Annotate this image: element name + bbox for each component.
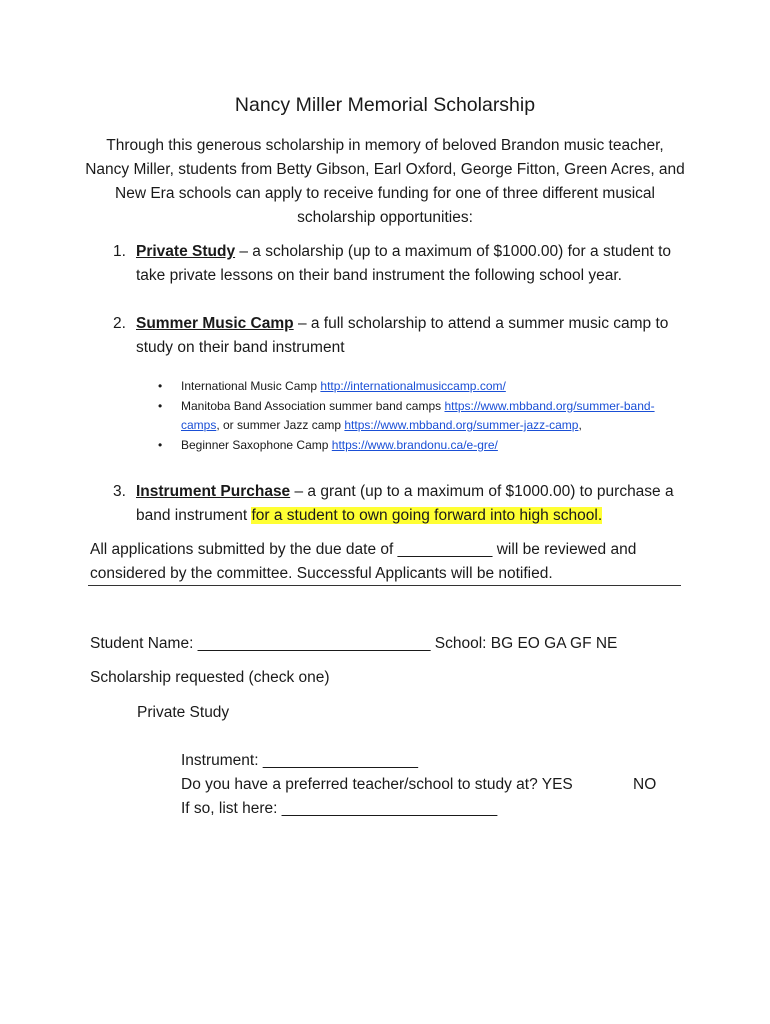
due-date-note: All applications submitted by the due date of ___________ will be reviewed and considered by the committee. Successful Applicants will be notified. — [90, 541, 637, 582]
bullet-icon: • — [158, 379, 163, 393]
student-name-school-line[interactable]: Student Name: ___________________________ School: BG EO GA GF NE — [90, 635, 618, 652]
list-item-heading: Private Study — [136, 243, 236, 260]
list-item-body: – a full scholarship to attend a summer music camp to study on their band instrument — [136, 315, 669, 356]
list-item-summer-music-camp — [113, 312, 678, 360]
list-item-instrument-purchase — [113, 480, 678, 528]
bullet-icon: • — [158, 398, 163, 413]
private-study-label: Private Study — [137, 704, 230, 721]
list-item-heading: Instrument Purchase — [136, 483, 291, 500]
brandonu-link[interactable]: https://www.brandonu.ca/e-gre/ — [331, 437, 498, 452]
document-title: Nancy Miller Memorial Scholarship — [234, 94, 536, 116]
preferred-teacher-question[interactable]: Do you have a preferred teacher/school to study at? YES — [181, 776, 573, 793]
list-here-field[interactable]: If so, list here: _________________________ — [181, 800, 498, 817]
camp-label: , — [578, 418, 582, 432]
camp-item-saxophone — [158, 436, 678, 456]
no-option[interactable]: NO — [633, 776, 657, 793]
scholarship-requested-label: Scholarship requested (check one) — [90, 669, 330, 686]
camp-item-manitoba — [158, 397, 678, 436]
list-number: 2. — [113, 315, 126, 332]
highlighted-text: for a student to own going forward into high school. — [251, 507, 603, 524]
camp-list — [158, 377, 678, 455]
camp-label: International Music Camp — [181, 379, 321, 393]
instrument-field[interactable]: Instrument: __________________ — [181, 752, 419, 769]
divider — [88, 585, 681, 586]
private-study-option[interactable] — [113, 701, 229, 725]
camp-item-international — [158, 377, 678, 397]
mbband-summer-camps-link[interactable]: https://www.mbband.org/summer-band-camps — [181, 398, 655, 432]
camp-label: , or summer Jazz camp — [216, 418, 345, 432]
list-number: 1. — [113, 243, 126, 260]
list-item-body: – a grant (up to a maximum of $1000.00) to purchase a band instrument — [136, 483, 674, 524]
list-number: 3. — [113, 483, 126, 500]
list-item-heading: Summer Music Camp — [136, 315, 294, 332]
list-item-body: – a scholarship (up to a maximum of $1000.00) for a student to take private lessons on their band instrument the following school year. — [136, 243, 672, 284]
mbband-jazz-camp-link[interactable]: https://www.mbband.org/summer-jazz-camp — [344, 418, 579, 432]
list-item-private-study — [113, 240, 678, 288]
camp-label: Beginner Saxophone Camp — [181, 437, 332, 452]
camp-label: Manitoba Band Association summer band camps — [181, 398, 445, 413]
intro-paragraph: Through this generous scholarship in memory of beloved Brandon music teacher, Nancy Miller, students from Betty Gibson, Earl Oxford, George Fitton, Green Acres, and New Era schools can apply to receive funding for one of three different musical scholarship opportunities: — [85, 137, 685, 226]
bullet-icon: • — [158, 437, 163, 452]
international-camp-link[interactable]: http://internationalmusiccamp.com/ — [320, 379, 506, 393]
